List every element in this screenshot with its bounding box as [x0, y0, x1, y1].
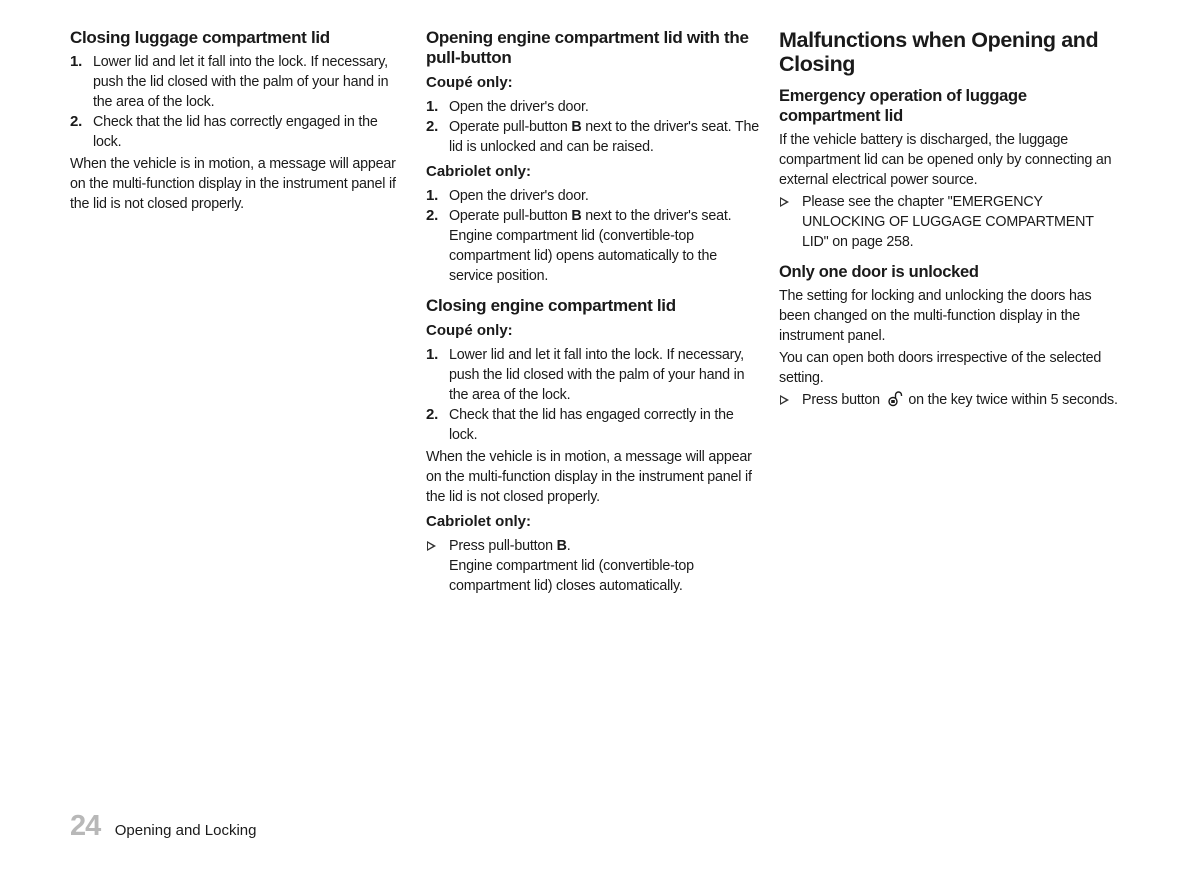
steps-closing-luggage-lid	[70, 52, 406, 152]
step-number: 2.	[426, 118, 439, 135]
paragraph-motion-message: When the vehicle is in motion, a message will appear on the multi-function display in the instrument panel if the lid is not closed properly.	[70, 156, 396, 212]
heading-malfunctions: Malfunctions when Opening and Closing	[779, 28, 1099, 76]
step-text-post: next to the driver's seat. Engine compartment lid (convertible-top compartment lid) opens automatically to the service position.	[449, 208, 732, 284]
step-number: 1.	[70, 53, 83, 70]
label-cabriolet-only: Cabriolet only:	[426, 163, 532, 180]
list-item	[779, 192, 1119, 252]
heading-opening-engine-lid: Opening engine compartment lid with the pull-button	[426, 28, 749, 67]
triangle-bullet-icon	[780, 197, 789, 207]
bullet-text-line2: Engine compartment lid (convertible-top compartment lid) closes automatically.	[449, 558, 694, 594]
list-item	[426, 117, 762, 157]
button-letter: B	[571, 119, 582, 135]
heading-emergency-luggage-lid: Emergency operation of luggage compartment lid	[779, 87, 1027, 125]
step-text: Lower lid and let it fall into the lock. If necessary, push the lid closed with the palm of your hand in the area of the lock.	[449, 347, 745, 403]
step-number: 2.	[426, 207, 439, 224]
step-number: 1.	[426, 98, 439, 115]
paragraph-battery-discharged: If the vehicle battery is discharged, the luggage compartment lid can be opened only by connecting an external electrical power source.	[779, 132, 1112, 188]
bullet-text-pre: Press button	[802, 392, 884, 408]
steps-coupe-opening	[426, 97, 762, 157]
button-letter: B	[556, 538, 567, 554]
step-text: Open the driver's door.	[449, 99, 589, 115]
step-text: Open the driver's door.	[449, 188, 589, 204]
column-left	[70, 28, 406, 216]
bullet-text: Please see the chapter "EMERGENCY UNLOCKING OF LUGGAGE COMPARTMENT LID" on page 258.	[802, 194, 1094, 250]
paragraph-setting-changed: The setting for locking and unlocking the doors has been changed on the multi-function display in the instrument panel.	[779, 288, 1092, 344]
list-item	[426, 345, 762, 405]
step-text: Check that the lid has engaged correctly in the lock.	[449, 407, 734, 443]
column-middle	[426, 28, 762, 598]
bullet-text-post: .	[566, 538, 571, 554]
bullets-emergency	[779, 192, 1119, 252]
bullets-cabriolet-closing	[426, 536, 762, 596]
triangle-bullet-icon	[780, 395, 789, 405]
column-right	[779, 28, 1119, 415]
steps-cabriolet-opening	[426, 186, 762, 286]
bullets-one-door	[779, 390, 1119, 413]
button-letter: B	[571, 208, 582, 224]
page-footer	[70, 810, 257, 844]
heading-closing-engine-lid: Closing engine compartment lid	[426, 296, 676, 315]
paragraph-open-both-doors: You can open both doors irrespective of the selected setting.	[779, 350, 1102, 386]
section-name: Opening and Locking	[114, 822, 257, 839]
label-cabriolet-only: Cabriolet only:	[426, 513, 532, 530]
list-item	[426, 97, 762, 117]
list-item	[426, 206, 762, 286]
bullet-text-post: on the key twice within 5 seconds.	[904, 392, 1118, 408]
heading-closing-luggage-lid: Closing luggage compartment lid	[70, 28, 330, 47]
steps-coupe-closing	[426, 345, 762, 445]
step-text: Lower lid and let it fall into the lock. If necessary, push the lid closed with the palm of your hand in the area of the lock.	[93, 54, 389, 110]
list-item	[779, 390, 1119, 413]
label-coupe-only: Coupé only:	[426, 74, 513, 91]
step-text-pre: Operate pull-button	[449, 119, 572, 135]
step-number: 2.	[426, 406, 439, 423]
step-number: 1.	[426, 187, 439, 204]
list-item	[426, 536, 762, 596]
heading-one-door-unlocked: Only one door is unlocked	[779, 263, 979, 281]
unlock-key-icon	[886, 391, 903, 413]
step-number: 2.	[70, 113, 83, 130]
label-coupe-only: Coupé only:	[426, 322, 513, 339]
step-text-pre: Operate pull-button	[449, 208, 572, 224]
step-text: Check that the lid has correctly engaged in the lock.	[93, 114, 378, 150]
list-item	[426, 186, 762, 206]
list-item	[70, 112, 406, 152]
triangle-bullet-icon	[427, 541, 436, 551]
page-number: 24	[70, 810, 101, 842]
list-item	[70, 52, 406, 112]
paragraph-motion-message: When the vehicle is in motion, a message will appear on the multi-function display in the instrument panel if the lid is not closed properly.	[426, 449, 752, 505]
step-number: 1.	[426, 346, 439, 363]
step-text-post: next to the driver's seat. The lid is unlocked and can be raised.	[449, 119, 759, 155]
list-item	[426, 405, 762, 445]
bullet-text-pre: Press pull-button	[449, 538, 557, 554]
